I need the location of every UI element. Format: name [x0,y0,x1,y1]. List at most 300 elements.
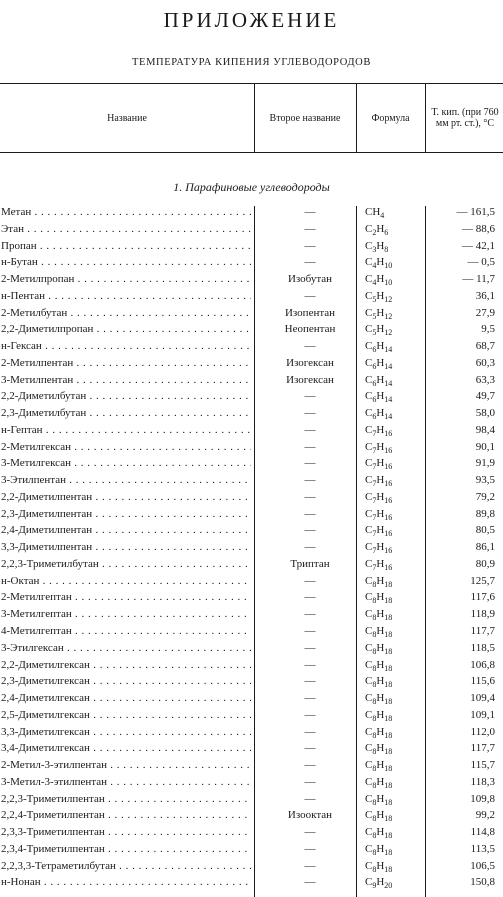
alternate-name: — [304,842,316,855]
formula-subscript: 14 [384,378,393,388]
boiling-point: 99,2 [475,809,495,822]
formula-subscript: 18 [384,848,393,858]
formula-element: C [365,541,373,554]
formula-element: C [365,692,373,705]
compound-name: 2,2,3,3-Тетраметилбутан . . . [1,860,251,872]
formula-subscript: 18 [384,797,393,807]
formula-element: H [376,859,385,872]
compound-name: 2,2,4-Триметилпентан . . . [1,809,251,821]
chemical-formula [365,843,392,857]
compound-name: 2,2-Диметилпентан . . . [1,491,251,503]
formula-element: C [365,289,373,302]
formula-subscript: 8 [384,244,389,254]
compound-name: 2,4-Диметилгексан . . . [1,692,251,704]
boiling-point: 125,7 [470,574,495,587]
formula-element: C [365,440,373,453]
chemical-formula [365,390,392,404]
formula-subscript: 7 [372,462,377,472]
formula-subscript: 18 [384,764,393,774]
formula-element: C [365,222,373,235]
alternate-name: — [304,708,316,721]
formula-element: C [365,457,373,470]
formula-subscript: 7 [372,429,377,439]
alternate-name: Триптан [290,557,330,570]
alternate-name: — [304,490,316,503]
formula-element: H [376,474,385,487]
formula-element: H [376,507,385,520]
compound-name: н-Нонан . . . [1,876,251,888]
compound-name: 2,2,3-Триметилпентан . . . [1,793,251,805]
chemical-formula [365,809,392,823]
formula-subscript: 8 [372,579,377,589]
formula-element: C [365,641,373,654]
formula-element: H [376,641,385,654]
formula-element: H [376,289,385,302]
formula-subscript: 7 [372,512,377,522]
chemical-formula [365,290,392,304]
chemical-formula [365,256,392,270]
boiling-point: 106,5 [470,859,495,872]
formula-element: H [376,675,385,688]
compound-name: 3,4-Диметилгексан . . . [1,742,251,754]
compound-name: 2,5-Диметилгексан . . . [1,709,251,721]
alternate-name: — [304,792,316,805]
formula-subscript: 2 [372,227,377,237]
chemical-formula [365,340,392,354]
formula-element: H [376,826,385,839]
chemical-formula [365,826,392,840]
formula-subscript: 10 [384,261,393,271]
formula-subscript: 18 [384,579,393,589]
formula-subscript: 14 [384,395,393,405]
alternate-name: — [304,407,316,420]
formula-subscript: 18 [384,680,393,690]
compound-name: 2,2,3-Триметилбутан . . . [1,558,251,570]
compound-name: 3-Метилпентан . . . [1,374,251,386]
compound-name: 3-Метилгептан . . . [1,608,251,620]
chemical-formula [365,323,392,337]
chemical-formula [365,575,392,589]
formula-element: H [376,625,385,637]
formula-subscript: 3 [372,244,377,254]
boiling-point: 113,5 [470,842,495,855]
boiling-point: 9,5 [481,323,495,336]
boiling-point: 109,4 [470,692,495,705]
alternate-name: — [304,658,316,671]
chemical-formula [365,374,392,388]
compound-name: 3,3-Диметилгексан . . . [1,726,251,738]
boiling-point: 106,8 [470,658,495,671]
boiling-point: 93,5 [475,474,495,487]
formula-element: C [365,809,373,822]
formula-subscript: 7 [372,445,377,455]
boiling-point: 112,0 [470,725,495,738]
formula-subscript: 8 [372,747,377,757]
alternate-name: — [304,206,316,218]
formula-element: H [376,306,385,319]
formula-element: C [365,608,373,621]
alternate-name: — [304,876,316,889]
formula-element: C [365,826,373,839]
formula-element: H [376,708,385,721]
alternate-name: — [304,524,316,537]
formula-element: C [365,507,373,520]
chemical-formula [365,524,392,538]
formula-element: C [365,340,373,353]
formula-subscript: 4 [372,261,377,271]
boiling-point: — 11,7 [462,273,495,286]
formula-subscript: 14 [384,412,393,422]
formula-subscript: 6 [372,345,377,355]
alternate-name: — [304,507,316,520]
formula-element: H [376,574,385,587]
alternate-name: Изогексан [286,356,334,369]
formula-element: C [365,373,373,386]
boiling-point: 89,8 [475,507,495,520]
chemical-formula [365,508,392,522]
column-header-boiling-point: Т. кип. (при 760 мм рт. ст.), °С [431,107,499,129]
chemical-formula [365,591,392,605]
formula-element: H [376,775,385,788]
formula-element: H [376,373,385,386]
formula-subscript: 7 [372,496,377,506]
chemical-formula [365,692,392,706]
alternate-name: — [304,775,316,788]
header-divider [254,84,255,152]
chemical-formula [365,793,392,807]
compound-name: Пропан . . . [1,240,251,252]
formula-subscript: 14 [384,362,393,372]
formula-subscript: 12 [384,311,393,321]
formula-element: H [376,323,385,336]
formula-element: C [365,423,373,436]
compound-name: 3-Метилгексан . . . [1,457,251,469]
boiling-point: 117,7 [470,625,495,637]
chemical-formula [365,223,388,237]
chemical-formula [365,558,392,572]
header-divider [425,84,426,152]
formula-element: C [365,407,373,420]
formula-element: H [376,557,385,570]
formula-element: C [365,574,373,587]
compound-name: 3-Этилгексан . . . [1,642,251,654]
boiling-point: — 161,5 [456,206,495,218]
formula-element: H [376,792,385,805]
formula-element: C [365,675,373,688]
formula-subscript: 8 [372,848,377,858]
formula-element: H [376,423,385,436]
formula-subscript: 18 [384,713,393,723]
formula-element: C [365,742,373,755]
formula-subscript: 8 [372,781,377,791]
boiling-point: 115,6 [470,675,495,688]
formula-element: C [365,725,373,738]
alternate-name: — [304,675,316,688]
column-header-name: Название [107,112,147,124]
formula-element: C [365,876,373,889]
formula-subscript: 10 [384,278,393,288]
formula-subscript: 5 [372,311,377,321]
header-bottom-rule [0,152,503,153]
formula-element: H [376,876,385,889]
boiling-point: 36,1 [475,289,495,302]
compound-name: н-Гексан . . . [1,340,251,352]
formula-element: H [376,440,385,453]
formula-subscript: 8 [372,613,377,623]
boiling-point: 60,3 [475,356,495,369]
formula-element: C [365,474,373,487]
formula-element: H [376,759,385,772]
formula-element: C [365,759,373,772]
formula-element: H [376,356,385,369]
formula-element: H [376,608,385,621]
compound-name: 2-Метилгептан . . . [1,591,251,603]
formula-subscript: 7 [372,479,377,489]
compound-name: 2-Метилгексан . . . [1,441,251,453]
boiling-point: 118,9 [470,608,495,621]
column-header-alt-name: Второе название [269,112,341,124]
compound-name: н-Октан . . . [1,575,251,587]
boiling-point: 109,1 [470,708,495,721]
formula-subscript: 8 [372,764,377,774]
boiling-point: 68,7 [475,340,495,353]
boiling-point: 109,8 [470,792,495,805]
chemical-formula [365,441,392,455]
formula-subscript: 7 [372,563,377,573]
formula-element: C [365,524,373,537]
compound-name: н-Пентан . . . [1,290,251,302]
compound-name: 2-Метилпропан . . . [1,273,251,285]
formula-element: C [365,708,373,721]
alternate-name: Изооктан [287,809,333,822]
formula-subscript: 18 [384,781,393,791]
formula-subscript: 16 [384,546,393,556]
compound-name: 2,3,4-Триметилпентан . . . [1,843,251,855]
chemical-formula [365,240,388,254]
formula-element: H [376,457,385,470]
chemical-formula [365,541,392,555]
formula-subscript: 18 [384,697,393,707]
chemical-formula [365,206,384,220]
formula-subscript: 18 [384,613,393,623]
formula-subscript: 16 [384,563,393,573]
chemical-formula [365,659,392,673]
chemical-formula [365,424,392,438]
compound-name: 2-Метилпентан . . . [1,357,251,369]
formula-element: H [376,340,385,353]
boiling-point: 117,7 [470,742,495,755]
formula-element: H [376,390,385,403]
formula-element: C [365,625,373,637]
formula-element: C [365,591,373,604]
formula-element: C [365,775,373,788]
compound-name: 2,4-Диметилпентан . . . [1,524,251,536]
formula-element: H [376,692,385,705]
formula-subscript: 5 [372,294,377,304]
alternate-name: — [304,742,316,755]
alternate-name: — [304,222,316,235]
boiling-point: — 42,1 [462,239,495,252]
boiling-point: 115,7 [470,759,495,772]
formula-subscript: 6 [372,412,377,422]
formula-subscript: 16 [384,479,393,489]
formula-subscript: 5 [372,328,377,338]
chemical-formula [365,625,392,639]
formula-subscript: 8 [372,596,377,606]
chemical-formula [365,776,392,790]
alternate-name: Неопентан [284,323,336,336]
boiling-point: 117,6 [470,591,495,604]
formula-element: C [365,490,373,503]
compound-name: 3-Метил-3-этилпентан . . . [1,776,251,788]
chemical-formula [365,457,392,471]
formula-subscript: 8 [372,797,377,807]
formula-subscript: 7 [372,546,377,556]
alternate-name: — [304,692,316,705]
boiling-point: 118,3 [470,775,495,788]
alternate-name: — [304,608,316,621]
formula-subscript: 12 [384,294,393,304]
alternate-name: — [304,423,316,436]
compound-name: Метан . . . [1,206,251,218]
boiling-point: — 0,5 [467,256,495,269]
formula-subscript: 6 [372,378,377,388]
chemical-formula [365,876,392,890]
formula-element: H [376,725,385,738]
boiling-point: 114,8 [470,826,495,839]
formula-subscript: 18 [384,831,393,841]
formula-element: H [376,407,385,420]
formula-subscript: 4 [372,278,377,288]
boiling-point: 80,9 [475,557,495,570]
chemical-formula [365,642,392,656]
chemical-formula [365,860,392,874]
alternate-name: — [304,574,316,587]
formula-subscript: 8 [372,730,377,740]
alternate-name: — [304,759,316,772]
formula-subscript: 6 [372,395,377,405]
compound-name: Этан . . . [1,223,251,235]
formula-element: H [376,524,385,537]
formula-element: H [376,591,385,604]
formula-element: C [365,792,373,805]
formula-element: H [376,809,385,822]
formula-subscript: 9 [372,881,377,891]
compound-name: н-Гептан . . . [1,424,251,436]
formula-subscript: 8 [372,831,377,841]
compound-name: 2,2-Диметилпропан . . . [1,323,251,335]
formula-element: C [365,859,373,872]
boiling-point: 49,7 [475,390,495,403]
formula-subscript: 16 [384,462,393,472]
table-row [0,875,503,894]
formula-element: H [376,742,385,755]
boiling-point: 58,0 [475,407,495,420]
boiling-point: 63,3 [475,373,495,386]
chemical-formula [365,709,392,723]
formula-subscript: 8 [372,864,377,874]
formula-subscript: 8 [372,646,377,656]
formula-subscript: 16 [384,445,393,455]
formula-subscript: 7 [372,529,377,539]
formula-element: C [365,306,373,319]
alternate-name: — [304,289,316,302]
alternate-name: Изогексан [286,373,334,386]
alternate-name: — [304,440,316,453]
alternate-name: — [304,390,316,403]
formula-subscript: 18 [384,663,393,673]
compound-name: 2-Метилбутан . . . [1,307,251,319]
alternate-name: — [304,340,316,353]
formula-subscript: 18 [384,864,393,874]
compound-name: н-Бутан . . . [1,256,251,268]
formula-subscript: 12 [384,328,393,338]
boiling-point: 80,5 [475,524,495,537]
alternate-name: — [304,239,316,252]
chemical-formula [365,407,392,421]
chemical-formula [365,307,392,321]
formula-element: C [365,323,373,336]
boiling-point: 150,8 [470,876,495,889]
formula-subscript: 8 [372,680,377,690]
formula-element: H [376,842,385,855]
formula-subscript: 16 [384,429,393,439]
formula-element: H [376,222,385,235]
formula-element: H [376,239,385,252]
formula-element: C [365,557,373,570]
formula-element: C [365,356,373,369]
formula-element: C [365,256,373,269]
alternate-name: Изопентан [284,306,336,319]
compound-name: 2,3-Диметилпентан . . . [1,508,251,520]
boiling-point: 91,9 [475,457,495,470]
compound-name: 2-Метил-3-этилпентан . . . [1,759,251,771]
alternate-name: — [304,725,316,738]
formula-subscript: 14 [384,345,393,355]
alternate-name: — [304,457,316,470]
formula-element: C [365,390,373,403]
formula-subscript: 18 [384,630,393,640]
formula-subscript: 16 [384,512,393,522]
chemical-formula [365,675,392,689]
compound-name: 3,3-Диметилпентан . . . [1,541,251,553]
alternate-name: — [304,541,316,554]
formula-element: C [365,842,373,855]
compound-name: 2,3-Диметилбутан . . . [1,407,251,419]
alternate-name: — [304,859,316,872]
formula-subscript: 18 [384,747,393,757]
chemical-formula [365,273,392,287]
boiling-point: 86,1 [475,541,495,554]
compound-name: 2,3,3-Триметилпентан . . . [1,826,251,838]
alternate-name: — [304,625,316,637]
formula-subscript: 8 [372,630,377,640]
formula-element: H [376,273,385,286]
chemical-formula [365,726,392,740]
formula-subscript: 6 [384,227,389,237]
formula-subscript: 16 [384,496,393,506]
formula-subscript: 4 [380,211,385,221]
formula-subscript: 16 [384,529,393,539]
compound-name: 2,3-Диметилгексан . . . [1,675,251,687]
formula-subscript: 18 [384,596,393,606]
boiling-point: — 88,6 [462,222,495,235]
alternate-name: — [304,826,316,839]
chemical-formula [365,357,392,371]
formula-subscript: 18 [384,814,393,824]
table-subtitle: ТЕМПЕРАТУРА КИПЕНИЯ УГЛЕВОДОРОДОВ [132,57,371,68]
formula-element: C [365,239,373,252]
